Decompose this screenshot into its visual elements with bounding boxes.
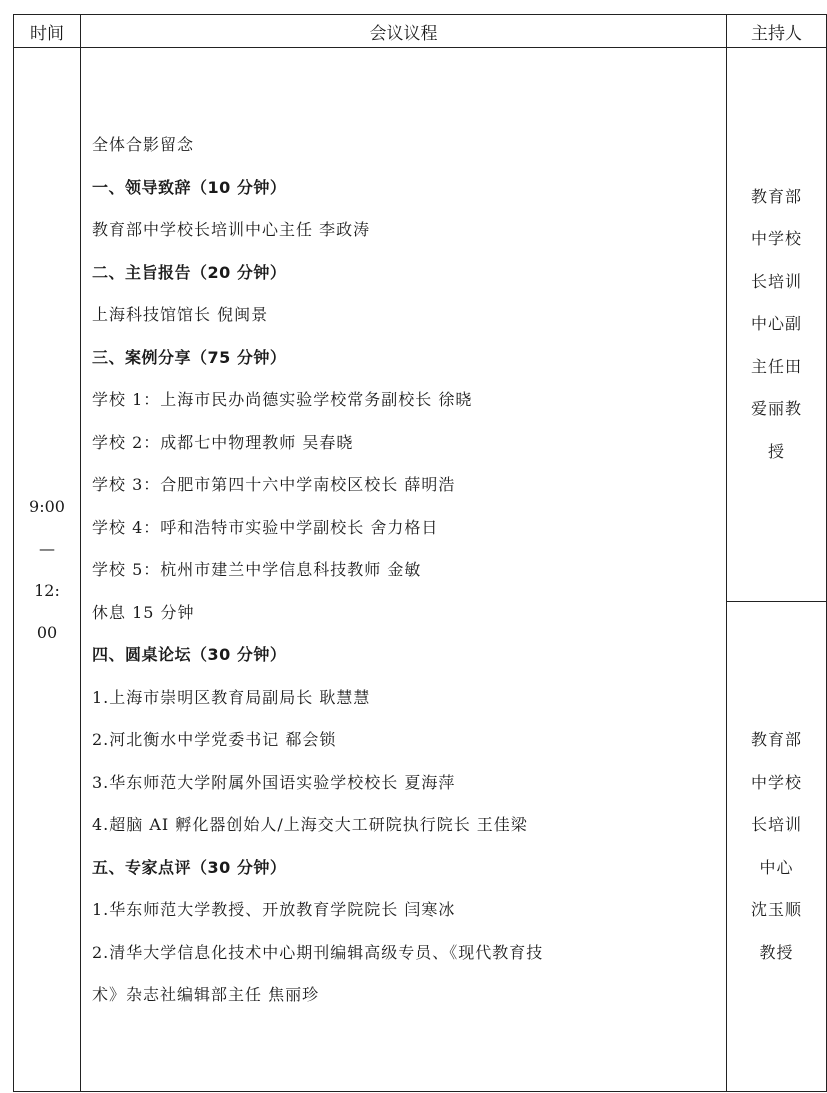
agenda-line: 学校 3：合肥市第四十六中学南校区校长 薛明浩 [92, 475, 456, 494]
agenda-line: 学校 1：上海市民办尚德实验学校常务副校长 徐晓 [92, 390, 473, 409]
section-title-roundtable: 四、圆桌论坛（30 分钟） [92, 645, 287, 664]
time-line: — [39, 538, 55, 558]
agenda-line: 4.超脑 AI 孵化器创始人/上海交大工研院执行院长 王佳梁 [92, 815, 528, 834]
time-line: 12: [34, 580, 60, 600]
host-line: 长培训 [750, 271, 802, 291]
agenda-line: 学校 2：成都七中物理教师 吴春晓 [92, 432, 354, 452]
time-cell [14, 48, 81, 1092]
host-cell-1 [727, 48, 827, 602]
section-title-keynote: 二、主旨报告（20 分钟） [92, 262, 287, 282]
agenda-line: 全体合影留念 [92, 135, 195, 154]
host-line: 沈玉顺 [750, 900, 802, 919]
agenda-line: 1.华东师范大学教授、开放教育学院院长 闫寒冰 [92, 900, 456, 919]
agenda-line: 术》杂志社编辑部主任 焦丽珍 [92, 985, 320, 1004]
host-line: 中学校 [750, 229, 802, 249]
agenda-line: 学校 5：杭州市建兰中学信息科技教师 金敏 [92, 560, 422, 579]
host-line: 教授 [759, 942, 794, 962]
host-line: 爱丽教 [750, 399, 802, 419]
section-title-speech: 一、领导致辞（10 分钟） [92, 177, 287, 197]
host-line: 教育部 [750, 730, 802, 749]
agenda-line: 2.清华大学信息化技术中心期刊编辑高级专员、《现代教育技 [92, 942, 544, 962]
agenda-line: 学校 4：呼和浩特市实验中学副校长 舍力格日 [92, 517, 439, 537]
section-title-review: 五、专家点评（30 分钟） [92, 857, 287, 877]
host-line: 主任田 [750, 356, 802, 376]
host-line: 教育部 [750, 186, 802, 206]
time-line: 9:00 [29, 496, 65, 516]
section-title-cases: 三、案例分享（75 分钟） [92, 347, 287, 367]
host-line: 中学校 [750, 772, 802, 792]
agenda-line: 1.上海市崇明区教育局副局长 耿慧慧 [92, 687, 371, 707]
host-line: 中心 [759, 857, 794, 877]
agenda-line: 教育部中学校长培训中心主任 李政涛 [92, 220, 371, 239]
header-host: 主持人 [727, 15, 827, 48]
time-line: 00 [36, 622, 58, 642]
agenda-cell [81, 48, 727, 1092]
host-line: 授 [767, 441, 785, 461]
host-line: 中心副 [750, 314, 802, 334]
agenda-line: 上海科技馆馆长 倪闽景 [92, 305, 269, 324]
host-line: 长培训 [750, 815, 802, 834]
agenda-table [13, 14, 827, 1092]
agenda-line: 休息 15 分钟 [92, 602, 195, 622]
agenda-line: 3.华东师范大学附属外国语实验学校校长 夏海萍 [92, 772, 456, 792]
header-time: 时间 [14, 15, 81, 48]
host-cell-2 [727, 602, 827, 1092]
header-agenda: 会议议程 [81, 15, 727, 48]
agenda-line: 2.河北衡水中学党委书记 郗会锁 [92, 730, 337, 749]
